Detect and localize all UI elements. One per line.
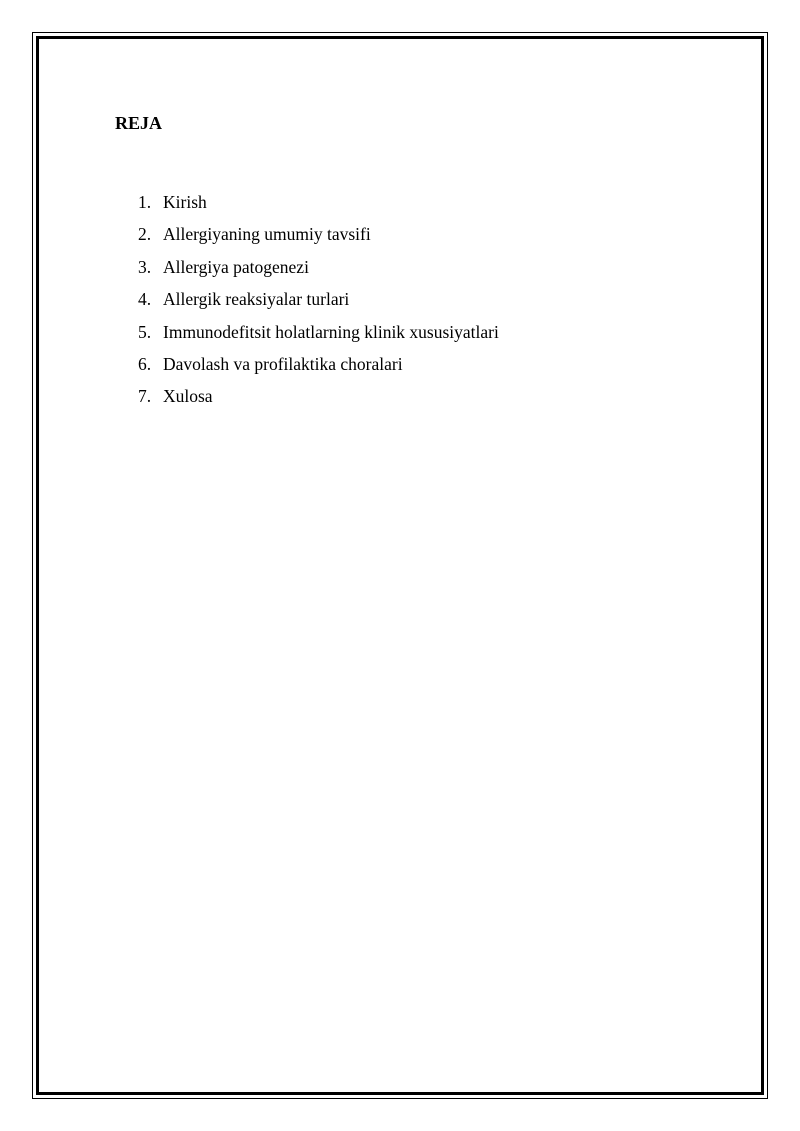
plan-item-text: Immunodefitsit holatlarning klinik xususiyatlari [163, 321, 499, 342]
plan-item-immunodeficiency [138, 316, 499, 348]
plan-item-number: 6. [138, 353, 152, 374]
plan-item-number: 5. [138, 321, 152, 342]
plan-item-number: 4. [138, 289, 152, 310]
plan-item-number: 3. [138, 256, 152, 277]
plan-item-number: 7. [138, 386, 152, 407]
plan-item-treatment [138, 348, 499, 380]
plan-item-reaction-types [138, 283, 499, 315]
plan-item-pathogenesis [138, 251, 499, 283]
plan-item-text: Davolash va profilaktika choralari [163, 353, 403, 374]
plan-item-general-description [138, 218, 499, 250]
plan-item-text: Allergik reaksiyalar turlari [163, 289, 350, 310]
plan-item-number: 2. [138, 224, 152, 245]
plan-list [138, 186, 499, 413]
plan-item-text: Xulosa [163, 386, 213, 407]
plan-item-introduction [138, 186, 499, 218]
plan-heading: REJA [115, 113, 163, 133]
plan-item-number: 1. [138, 192, 152, 212]
plan-item-text: Kirish [163, 192, 207, 212]
plan-item-text: Allergiyaning umumiy tavsifi [163, 224, 371, 245]
plan-item-text: Allergiya patogenezi [163, 256, 309, 277]
plan-item-conclusion [138, 380, 499, 412]
